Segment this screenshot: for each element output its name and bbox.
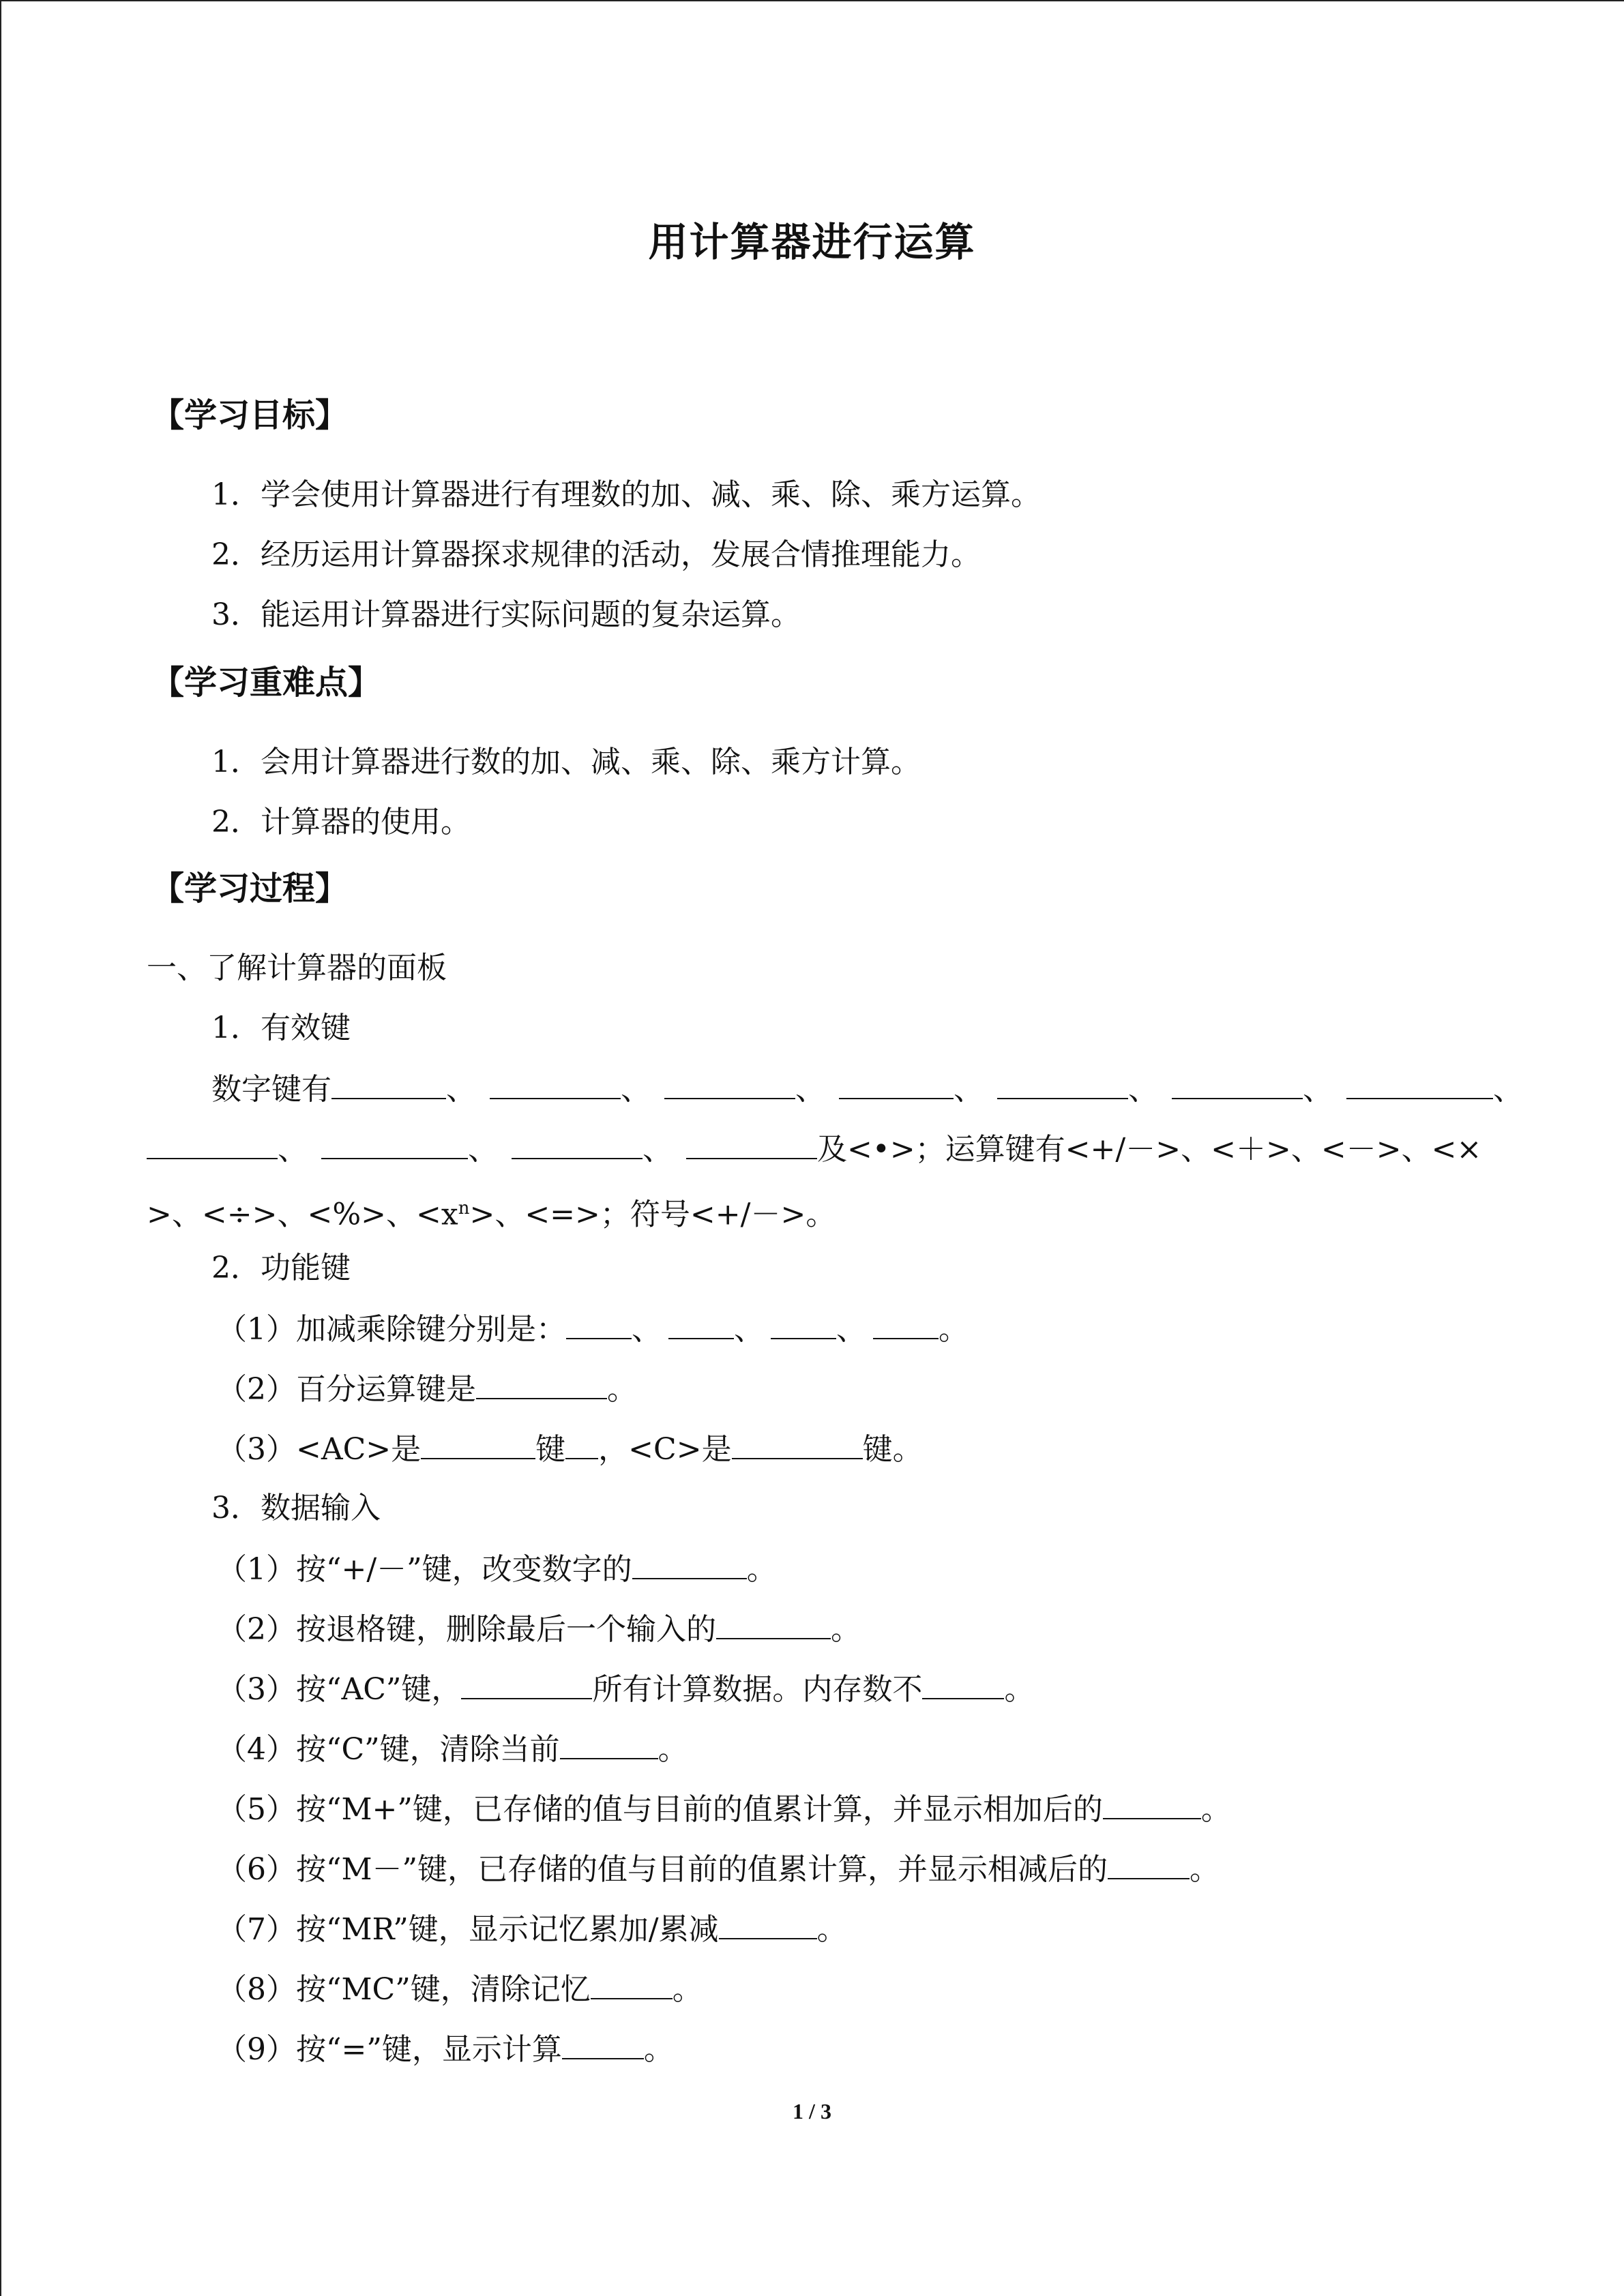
digit-key-blank-8[interactable]	[147, 1128, 278, 1159]
data-input-item-9	[217, 2028, 674, 2070]
operation-keys-text: 及<•>；运算键有<+/－>、<＋>、<－>、<×	[817, 1132, 1482, 1167]
period: 。	[1190, 1852, 1220, 1887]
data-input-blank-6[interactable]	[1108, 1848, 1190, 1879]
data-input-item-5	[217, 1788, 1231, 1830]
data-input-item-6	[217, 1848, 1220, 1890]
data-input-item-2	[217, 1608, 861, 1650]
power-superscript: n	[458, 1198, 470, 1219]
digit-key-blank-2[interactable]	[490, 1068, 621, 1099]
function-blank-add[interactable]	[566, 1308, 632, 1339]
key-point-item-1: 1．会用计算器进行数的加、减、乘、除、乘方计算。	[211, 745, 921, 779]
data-input-item-6-text: （6）按“M－”键，已存储的值与目前的值累计算，并显示相减后的	[217, 1852, 1108, 1887]
data-input-item-8-text: （8）按“MC”键，清除记忆	[217, 1972, 591, 2007]
data-input-blank-5[interactable]	[1103, 1788, 1201, 1819]
function-item-1-text: （1）加减乘除键分别是：	[217, 1312, 566, 1347]
period: 。	[672, 1972, 703, 2007]
data-input-blank-9[interactable]	[562, 2028, 644, 2059]
data-input-blank-3b[interactable]	[922, 1668, 1004, 1699]
function-item-3-text-b: 键	[535, 1432, 566, 1467]
digit-key-blank-7[interactable]	[1346, 1068, 1493, 1099]
digit-key-blank-5[interactable]	[997, 1068, 1128, 1099]
data-input-item-3-text-a: （3）按“AC”键，	[217, 1672, 462, 1707]
part-1-title: 一、了解计算器的面板	[147, 951, 447, 985]
period: 。	[939, 1312, 969, 1347]
period: 。	[658, 1732, 688, 1767]
separator: 、	[643, 1132, 673, 1167]
separator: 、	[632, 1312, 662, 1347]
data-input-blank-7[interactable]	[719, 1908, 817, 1939]
function-blank-divide[interactable]	[873, 1308, 939, 1339]
data-input-blank-4[interactable]	[560, 1728, 658, 1759]
digit-key-blank-10[interactable]	[512, 1128, 643, 1159]
objective-item-2: 2．经历运用计算器探求规律的活动，发展合情推理能力。	[211, 537, 981, 572]
function-item-3-text-a: （3）<AC>是	[217, 1432, 422, 1467]
period: 。	[746, 1552, 777, 1587]
data-input-item-8	[217, 1968, 703, 2010]
separator: 、	[1128, 1072, 1158, 1107]
objective-item-1: 1．学会使用计算器进行有理数的加、减、乘、除、乘方运算。	[211, 477, 1041, 512]
section-heading-key-points: 【学习重难点】	[151, 664, 381, 702]
period: 。	[607, 1372, 637, 1407]
function-blank-ac[interactable]	[421, 1428, 535, 1459]
data-input-item-7-text: （7）按“MR”键，显示记忆累加/累减	[217, 1912, 719, 1947]
digit-key-blank-3[interactable]	[664, 1068, 795, 1099]
separator: 、	[836, 1312, 866, 1347]
data-input-item-5-text: （5）按“M+”键，已存储的值与目前的值累计算，并显示相加后的	[217, 1792, 1103, 1827]
data-input-blank-3a[interactable]	[461, 1668, 592, 1699]
period: 。	[831, 1612, 861, 1647]
section-heading-process: 【学习过程】	[151, 869, 349, 908]
key-point-item-2: 2．计算器的使用。	[211, 805, 471, 839]
function-item-3	[217, 1428, 923, 1470]
separator: 、	[1493, 1072, 1523, 1107]
function-item-2	[217, 1368, 637, 1410]
separator: 、	[795, 1072, 825, 1107]
separator: 、	[621, 1072, 651, 1107]
period: 。	[816, 1912, 847, 1947]
digit-keys-prefix: 数字键有	[211, 1072, 331, 1107]
data-input-item-3-text-b: 所有计算数据。内存数不	[592, 1672, 923, 1707]
data-input-item-3	[217, 1668, 1034, 1710]
data-input-blank-8[interactable]	[591, 1968, 673, 1999]
separator: 、	[734, 1312, 764, 1347]
digit-key-blank-11[interactable]	[686, 1128, 817, 1159]
function-item-3-text-d: 键。	[862, 1432, 923, 1467]
data-input-blank-1[interactable]	[632, 1548, 747, 1579]
digit-key-blank-6[interactable]	[1172, 1068, 1303, 1099]
subsection-data-input: 3．数据输入	[211, 1491, 381, 1525]
digit-keys-line-2	[147, 1128, 1481, 1170]
separator: 、	[468, 1132, 498, 1167]
page-title: 用计算器进行运算	[648, 219, 976, 265]
data-input-item-1	[217, 1548, 777, 1590]
data-input-blank-2[interactable]	[716, 1608, 831, 1639]
page-number: 1 / 3	[793, 2099, 831, 2123]
subsection-valid-keys: 1．有效键	[211, 1011, 351, 1045]
period: 。	[1004, 1672, 1035, 1707]
separator: 、	[446, 1072, 476, 1107]
operation-keys-text-b: >、<=>；符号<+/－>。	[469, 1197, 836, 1232]
function-item-2-text: （2）百分运算键是	[217, 1372, 476, 1407]
data-input-item-1-text: （1）按“+/－”键，改变数字的	[217, 1552, 632, 1587]
data-input-item-2-text: （2）按退格键，删除最后一个输入的	[217, 1612, 716, 1647]
data-input-item-4-text: （4）按“C”键，清除当前	[217, 1732, 560, 1767]
separator: 、	[954, 1072, 984, 1107]
data-input-item-9-text: （9）按“=”键，显示计算	[217, 2032, 562, 2067]
function-blank-multiply[interactable]	[771, 1308, 836, 1339]
data-input-item-7	[217, 1908, 847, 1950]
function-blank-percent[interactable]	[476, 1368, 607, 1399]
function-blank-subtract[interactable]	[668, 1308, 734, 1339]
period: 。	[643, 2032, 674, 2067]
objective-item-3: 3．能运用计算器进行实际问题的复杂运算。	[211, 597, 801, 632]
digit-key-blank-9[interactable]	[321, 1128, 468, 1159]
digit-keys-line-1	[211, 1068, 1523, 1110]
data-input-item-4	[217, 1728, 688, 1770]
operation-keys-text-a: >、<÷>、<%>、<x	[147, 1197, 458, 1232]
section-heading-objectives: 【学习目标】	[151, 396, 349, 434]
function-item-3-text-c: ，<C>是	[598, 1432, 732, 1467]
digit-key-blank-4[interactable]	[839, 1068, 954, 1099]
function-blank-c[interactable]	[732, 1428, 863, 1459]
separator: 、	[278, 1132, 308, 1167]
operation-keys-line	[147, 1188, 836, 1236]
subsection-function-keys: 2．功能键	[211, 1251, 351, 1285]
period: 。	[1200, 1792, 1231, 1827]
function-item-1	[217, 1308, 969, 1350]
function-blank-ac-extra[interactable]	[565, 1428, 598, 1459]
separator: 、	[1303, 1072, 1333, 1107]
digit-key-blank-1[interactable]	[331, 1068, 446, 1099]
